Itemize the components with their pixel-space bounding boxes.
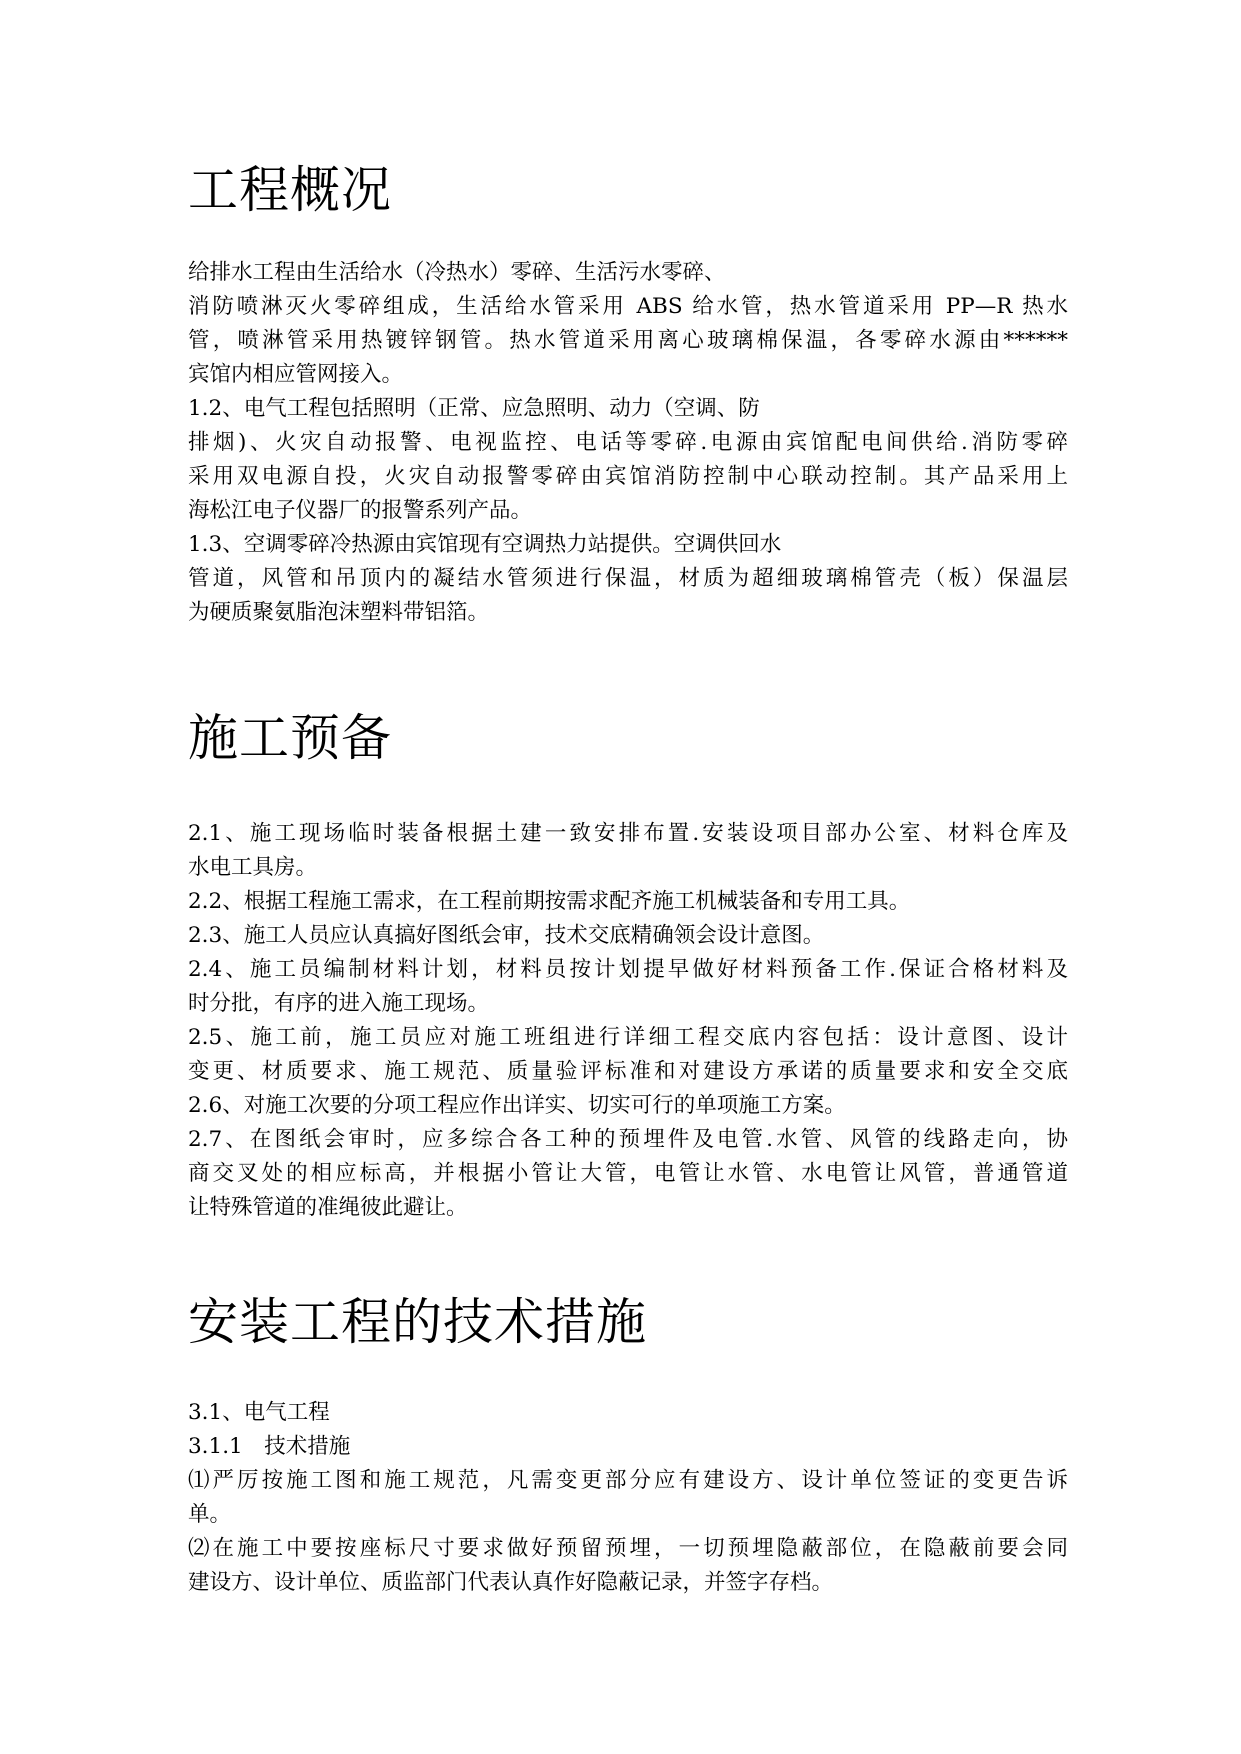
overview-line-6: 排烟)、火灾自动报警、电视监控、电话等零碎.电源由宾馆配电间供给.消防零碎: [188, 430, 1068, 455]
technical-line-6: 建设方、设计单位、质监部门代表认真作好隐蔽记录，并签字存档。: [188, 1570, 834, 1595]
section-heading-technical-measures: 安装工程的技术措施: [188, 1293, 647, 1351]
preparation-line-6: 时分批，有序的进入施工现场。: [188, 991, 490, 1016]
section-heading-overview: 工程概况: [188, 161, 392, 219]
section-heading-preparation: 施工预备: [188, 709, 392, 767]
technical-line-2: 3.1.1 技术措施: [188, 1434, 351, 1459]
overview-line-3: 管，喷淋管采用热镀锌钢管。热水管道采用离心玻璃棉保温，各零碎水源由******: [188, 328, 1068, 353]
preparation-line-2: 水电工具房。: [188, 855, 318, 880]
technical-line-3: ⑴严厉按施工图和施工规范，凡需变更部分应有建设方、设计单位签证的变更告诉: [188, 1468, 1068, 1493]
preparation-line-5: 2.4、施工员编制材料计划，材料员按计划提早做好材料预备工作.保证合格材料及: [188, 957, 1068, 982]
preparation-line-12: 让特殊管道的准绳彼此避让。: [188, 1195, 468, 1220]
technical-line-4: 单。: [188, 1502, 232, 1527]
preparation-line-9: 2.6、对施工次要的分项工程应作出详实、切实可行的单项施工方案。: [188, 1093, 846, 1118]
preparation-line-7: 2.5、施工前，施工员应对施工班组进行详细工程交底内容包括：设计意图、设计: [188, 1025, 1068, 1050]
technical-line-5: ⑵在施工中要按座标尺寸要求做好预留预埋，一切预埋隐蔽部位，在隐蔽前要会同: [188, 1536, 1068, 1561]
overview-line-10: 管道，风管和吊顶内的凝结水管须进行保温，材质为超细玻璃棉管壳（板）保温层: [188, 566, 1068, 591]
preparation-line-4: 2.3、施工人员应认真搞好图纸会审，技术交底精确领会设计意图。: [188, 923, 825, 948]
preparation-line-3: 2.2、根据工程施工需求，在工程前期按需求配齐施工机械装备和专用工具。: [188, 889, 911, 914]
overview-line-8: 海松江电子仪器厂的报警系列产品。: [188, 498, 533, 523]
preparation-line-10: 2.7、在图纸会审时，应多综合各工种的预埋件及电管.水管、风管的线路走向，协: [188, 1127, 1068, 1152]
technical-line-1: 3.1、电气工程: [188, 1400, 330, 1425]
overview-line-4: 宾馆内相应管网接入。: [188, 362, 404, 387]
overview-line-7: 采用双电源自投，火灾自动报警零碎由宾馆消防控制中心联动控制。其产品采用上: [188, 464, 1068, 489]
preparation-line-1: 2.1、施工现场临时装备根据土建一致安排布置.安装设项目部办公室、材料仓库及: [188, 821, 1068, 846]
overview-line-2: 消防喷淋灭火零碎组成，生活给水管采用 ABS 给水管，热水管道采用 PP—R 热水: [188, 294, 1068, 319]
overview-line-5: 1.2、电气工程包括照明（正常、应急照明、动力（空调、防: [188, 396, 760, 421]
preparation-line-11: 商交叉处的相应标高，并根据小管让大管，电管让水管、水电管让风管，普通管道: [188, 1161, 1068, 1186]
overview-line-9: 1.3、空调零碎冷热源由宾馆现有空调热力站提供。空调供回水: [188, 532, 782, 557]
preparation-line-8: 变更、材质要求、施工规范、质量验评标准和对建设方承诺的质量要求和安全交底: [188, 1059, 1068, 1084]
overview-line-11: 为硬质聚氨脂泡沫塑料带铝箔。: [188, 600, 490, 625]
overview-line-1: 给排水工程由生活给水（冷热水）零碎、生活污水零碎、: [188, 260, 726, 285]
